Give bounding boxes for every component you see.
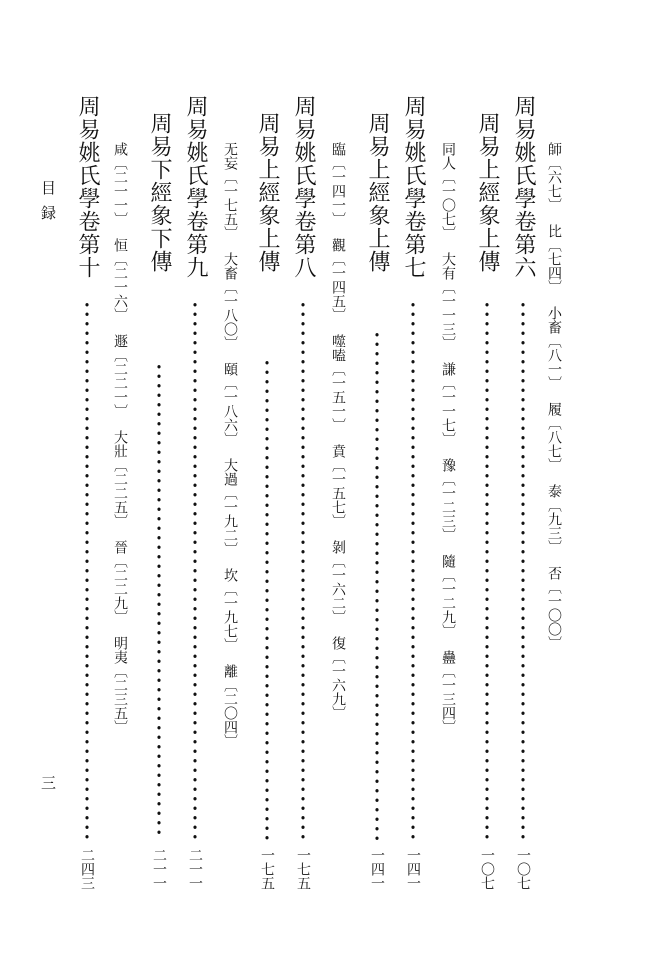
- dot-leader: [265, 358, 269, 840]
- toc-volume-title: 周易姚氏學卷第九: [183, 95, 208, 279]
- dot-leader: [85, 300, 89, 840]
- toc-section-title: 周易上經象上傳: [365, 112, 390, 273]
- dot-leader: [157, 362, 161, 840]
- toc-section-title: 周易下經象下傳: [147, 112, 172, 273]
- toc-entry: 復〔一六九〕: [330, 636, 346, 720]
- toc-entry: 恒〔二一六〕: [112, 238, 128, 322]
- toc-entry: 噬嗑〔一五一〕: [330, 334, 346, 432]
- toc-volume-title: 周易姚氏學卷第六: [511, 95, 536, 279]
- toc-entry: 大有〔一一三〕: [440, 252, 456, 350]
- toc-entry: 小畜〔八一〕: [546, 306, 562, 390]
- toc-section-title: 周易上經象上傳: [255, 112, 280, 273]
- toc-entry: 離〔二〇四〕: [222, 664, 238, 748]
- toc-entry: 蠱〔一三四〕: [440, 650, 456, 734]
- dot-leader: [485, 300, 489, 840]
- toc-entry: 大畜〔一八〇〕: [222, 252, 238, 350]
- toc-entry: 大壯〔二二五〕: [112, 430, 128, 528]
- dot-leader: [411, 300, 415, 840]
- toc-entry: 履〔八七〕: [546, 402, 562, 472]
- toc-page-number: 二一一: [151, 848, 167, 890]
- section-label: 目録: [39, 180, 57, 230]
- toc-page-number: 一四一: [369, 848, 385, 890]
- toc-entry: 豫〔一二三〕: [440, 458, 456, 542]
- toc-entry: 剝〔一六二〕: [330, 540, 346, 624]
- toc-entry: 賁〔一五七〕: [330, 444, 346, 528]
- toc-entry: 泰〔九三〕: [546, 484, 562, 554]
- toc-entry: 觀〔一四五〕: [330, 238, 346, 322]
- toc-page-number: 一四一: [405, 848, 421, 890]
- folio-page-number: 三: [39, 775, 57, 790]
- toc-entry: 臨〔一四一〕: [330, 142, 346, 226]
- toc-entries-group-7: [330, 142, 346, 732]
- toc-entry: 无妄〔一七五〕: [222, 142, 238, 240]
- toc-page-number: 二四三: [79, 848, 95, 890]
- toc-page-number: 一〇七: [479, 848, 495, 890]
- toc-entry: 師〔六七〕: [546, 142, 562, 212]
- toc-entry: 大過〔一九二〕: [222, 458, 238, 556]
- toc-entry: 坎〔一九七〕: [222, 568, 238, 652]
- dot-leader: [193, 300, 197, 840]
- toc-page-number: 一七五: [295, 848, 311, 890]
- toc-entry: 謙〔一一七〕: [440, 362, 456, 446]
- toc-page-number: 二一一: [187, 848, 203, 890]
- toc-page-number: 一七五: [259, 848, 275, 890]
- toc-entry: 頤〔一八六〕: [222, 362, 238, 446]
- toc-entries-group-8: [222, 142, 238, 760]
- toc-page-number: 一〇七: [515, 848, 531, 890]
- toc-entry: 晉〔二二九〕: [112, 540, 128, 624]
- toc-section-title: 周易上經象上傳: [475, 112, 500, 273]
- toc-entries-group-6: [440, 142, 456, 746]
- toc-volume-title: 周易姚氏學卷第八: [291, 95, 316, 279]
- toc-entry: 咸〔二一一〕: [112, 142, 128, 226]
- toc-entry: 否〔一〇〇〕: [546, 566, 562, 650]
- toc-entry: 遯〔二二一〕: [112, 334, 128, 418]
- toc-volume-title: 周易姚氏學卷第七: [401, 95, 426, 279]
- toc-entry: 明夷〔二三五〕: [112, 636, 128, 734]
- toc-entry: 隨〔一二九〕: [440, 554, 456, 638]
- dot-leader: [375, 330, 379, 840]
- toc-entry: 比〔七四〕: [546, 224, 562, 294]
- toc-entries-group-5: [546, 142, 562, 662]
- toc-entry: 同人〔一〇七〕: [440, 142, 456, 240]
- dot-leader: [521, 300, 525, 840]
- dot-leader: [301, 300, 305, 840]
- toc-entries-group-9: [112, 142, 128, 746]
- toc-volume-title: 周易姚氏學卷第十: [75, 95, 100, 279]
